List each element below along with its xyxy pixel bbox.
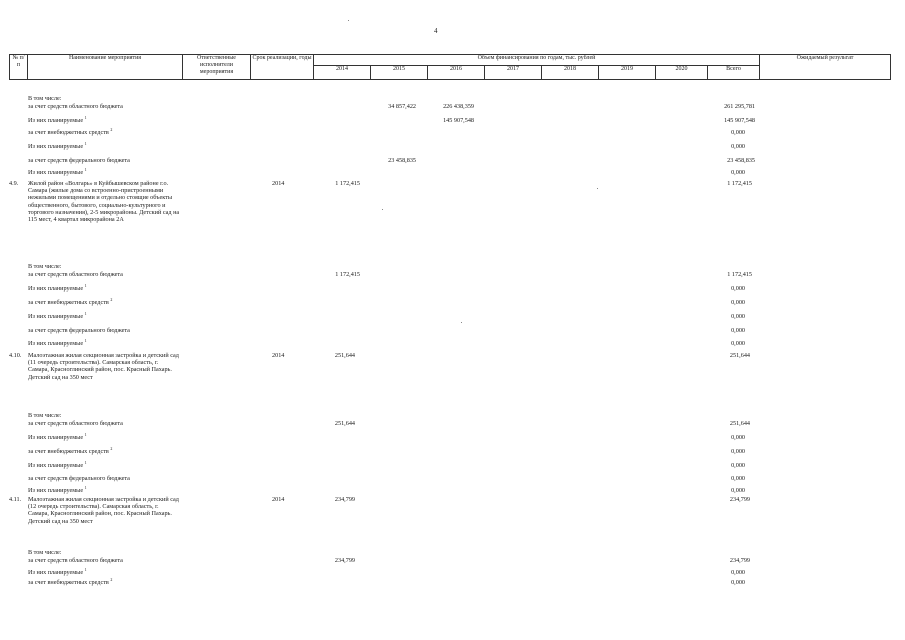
value-regional-2014: 1 172,415 [335,271,360,278]
label-planned: Из них планируемые $^1$ [28,310,87,320]
value-offbudget-total: 0,000 [731,579,745,586]
value-planned-total: 0,000 [731,340,745,347]
scan-speck [461,322,462,323]
label-regional: за счет средств областного бюджета [28,420,123,427]
header-year-2015: 2015 [371,66,428,80]
item-term: 2014 [272,496,285,503]
label-planned: Из них планируемые $^1$ [28,166,87,176]
item-number: 4.11. [9,496,22,503]
header-term: Срок реализации, годы [251,55,314,80]
label-planned: Из них планируемые $^1$ [28,114,87,124]
value-offbudget-total: 0,000 [731,129,745,136]
label-planned: Из них планируемые $^1$ [28,282,87,292]
label-planned: Из них планируемые $^1$ [28,484,87,494]
value-planned-total: 0,000 [731,462,745,469]
value-regional-total: 234,799 [729,557,750,564]
header-responsible: Ответственные исполнители мероприятия [183,55,251,80]
value-2014: 234,799 [334,496,355,503]
value-planned-total: 0,000 [731,313,745,320]
value-regional-2014: 234,799 [334,557,355,564]
page-number: 4 [434,27,438,35]
label-incl: В том числе: [28,549,62,556]
value-regional-2014: 251,644 [334,420,355,427]
label-federal: за счет средств федерального бюджета [28,475,130,482]
label-regional: за счет средств областного бюджета [28,103,123,110]
value-regional-2015: 34 857,422 [388,103,416,110]
label-planned: Из них планируемые $^1$ [28,566,87,576]
item-term: 2014 [272,180,285,187]
scan-speck [348,20,349,21]
value-regional-total: 1 172,415 [727,271,752,278]
value-offbudget-total: 0,000 [731,448,745,455]
label-planned: Из них планируемые $^1$ [28,431,87,441]
value-federal-total: 23 458,835 [727,157,755,164]
value-2014: 251,644 [334,352,355,359]
label-federal: за счет средств федерального бюджета [28,157,130,164]
item-description: Малоэтажная жилая секционная застройка и детский сад (11 очередь строительства). Самарская область, г. Самара, Красноглинский район, пос. Красный Пахарь. Детский сад на 350 мест [28,352,179,381]
value-total: 1 172,415 [727,180,752,187]
value-total: 234,799 [729,496,750,503]
value-planned-total: 0,000 [731,285,745,292]
label-incl: В том числе: [28,95,62,102]
scan-speck [597,188,598,189]
value-federal-total: 0,000 [731,327,745,334]
value-planned-total: 145 907,548 [724,117,755,124]
value-planned-total: 0,000 [731,169,745,176]
item-description: Малоэтажная жилая секционная застройка и детский сад (12 очередь строительства). Самарская область, г. Самара, Красноглинский район, пос. Красный Пахарь. Детский сад на 350 мест [28,496,179,525]
header-year-total: Всего [708,66,760,80]
value-federal-total: 0,000 [731,475,745,482]
value-planned-total: 0,000 [731,569,745,576]
label-offbudget: за счет внебюджетных средств $^2$ [28,296,113,306]
label-regional: за счет средств областного бюджета [28,557,123,564]
header-name: Наименование мероприятия [28,55,183,80]
header-year-2019: 2019 [599,66,656,80]
label-offbudget: за счет внебюджетных средств $^2$ [28,445,113,455]
header-year-2020: 2020 [656,66,708,80]
header-result: Ожидаемый результат [760,55,891,80]
header-year-2014: 2014 [314,66,371,80]
label-incl: В том числе: [28,263,62,270]
value-regional-2016: 226 438,359 [443,103,474,110]
label-regional: за счет средств областного бюджета [28,271,123,278]
header-year-2016: 2016 [428,66,485,80]
scan-speck [382,209,383,210]
value-planned-total: 0,000 [731,434,745,441]
value-planned-2016: 145 907,548 [443,117,474,124]
value-federal-2015: 23 458,835 [388,157,416,164]
label-offbudget: за счет внебюджетных средств $^2$ [28,126,113,136]
value-planned-total: 0,000 [731,143,745,150]
label-offbudget: за счет внебюджетных средств $^2$ [28,576,113,586]
header-financing: Объем финансирования по годам, тыс. рублей [314,55,760,66]
label-incl: В том числе: [28,412,62,419]
value-regional-total: 261 295,781 [724,103,755,110]
item-term: 2014 [272,352,285,359]
item-description: Жилой район «Волгарь» в Куйбышевском районе г.о. Самара (жилые дома со встроенно-пристроенными нежилыми помещениями и отдельно стоящие объекты общественного, бытового, социально-культурного и торгового назначения), 2-5 микрорайоны. Детский сад на 115 мест, 4 квартал микрорайона 2А [28,180,180,224]
label-federal: за счет средств федерального бюджета [28,327,130,334]
label-planned: Из них планируемые $^1$ [28,459,87,469]
header-year-2018: 2018 [542,66,599,80]
value-regional-total: 251,644 [729,420,750,427]
value-2014: 1 172,415 [335,180,360,187]
item-number: 4.10. [9,352,22,359]
header-no: № п/п [10,55,28,80]
value-offbudget-total: 0,000 [731,299,745,306]
item-number: 4.9. [9,180,19,187]
value-planned-total: 0,000 [731,487,745,494]
header-year-2017: 2017 [485,66,542,80]
label-planned: Из них планируемые $^1$ [28,337,87,347]
value-total: 251,644 [729,352,750,359]
label-planned: Из них планируемые $^1$ [28,140,87,150]
